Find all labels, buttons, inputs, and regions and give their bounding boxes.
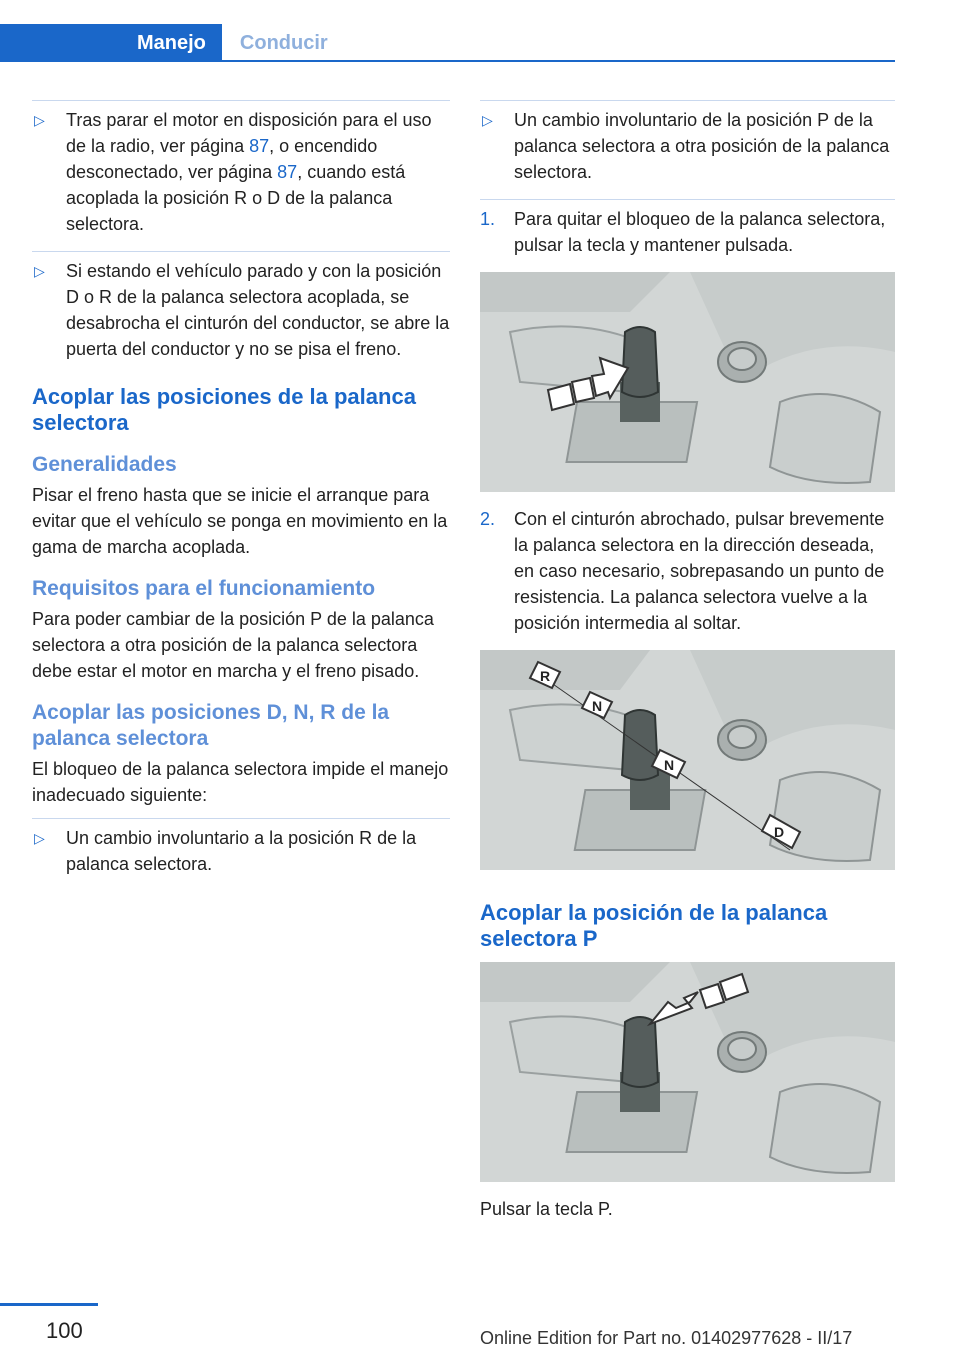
bullet-triangle-icon: ▷ bbox=[34, 263, 45, 279]
list-item-text: Un cambio involuntario de la posición P de la palanca selectora a otra posición de la palanca selectora. bbox=[514, 110, 890, 182]
page-link[interactable]: 87 bbox=[277, 162, 298, 182]
step-number: 1. bbox=[480, 209, 496, 229]
right-column bbox=[480, 100, 895, 1222]
paragraph: Para poder cambiar de la posición P de la palanca selectora a otra posición de la palanca selectora debe estar el motor en marcha y el freno pisado. bbox=[32, 609, 434, 681]
step-item bbox=[480, 206, 895, 258]
footer-line bbox=[0, 1303, 98, 1306]
tab-manejo[interactable]: Manejo bbox=[0, 24, 222, 62]
bullet-triangle-icon: ▷ bbox=[34, 112, 45, 128]
divider bbox=[32, 251, 450, 252]
page-number: 100 bbox=[46, 1318, 83, 1343]
tab-conducir[interactable]: Conducir bbox=[239, 32, 328, 54]
step-text: Para quitar el bloqueo de la palanca selectora, pulsar la tecla y mantener pulsada. bbox=[514, 209, 886, 255]
selector-lever-illustration bbox=[480, 272, 895, 492]
list-item bbox=[480, 107, 895, 185]
direction-label: N bbox=[592, 698, 603, 714]
subheading-generalidades: Generalidades bbox=[32, 453, 177, 476]
left-column bbox=[32, 100, 450, 891]
paragraph: Pisar el freno hasta que se inicie el arranque para evitar que el vehículo se ponga en movimiento en la gama de marcha acoplada. bbox=[32, 485, 448, 557]
subheading-requisitos: Requisitos para el funcionamiento bbox=[32, 577, 376, 600]
divider bbox=[32, 818, 450, 819]
direction-label: R bbox=[540, 668, 551, 684]
selector-lever-illustration bbox=[480, 650, 895, 870]
edition-note: Online Edition for Part no. 01402977628 - II/17 bbox=[480, 1328, 853, 1348]
list-item-text: Un cambio involuntario a la posición R de la palanca selectora. bbox=[66, 828, 417, 874]
list-item-text: , cuando está acoplada la posición R o D de la palanca selectora. bbox=[66, 162, 406, 234]
figure-selector-lever-unlock bbox=[480, 272, 895, 492]
paragraph: El bloqueo de la palanca selectora impide el manejo inadecuado siguiente: bbox=[32, 759, 449, 805]
bullet-triangle-icon: ▷ bbox=[34, 830, 45, 846]
header-tabs bbox=[0, 24, 346, 62]
selector-lever-illustration bbox=[480, 962, 895, 1182]
figure-selector-lever-p-button bbox=[480, 962, 895, 1182]
list-item bbox=[32, 107, 450, 237]
direction-label: D bbox=[774, 824, 785, 840]
step-item bbox=[480, 506, 895, 636]
header-divider bbox=[0, 60, 895, 62]
subheading-dnr: Acoplar las posiciones D, N, R de la palanca selectora bbox=[32, 701, 390, 750]
step-number: 2. bbox=[480, 509, 496, 529]
figure-caption: Pulsar la tecla P. bbox=[480, 1199, 613, 1219]
list-item bbox=[32, 258, 450, 362]
divider bbox=[32, 100, 450, 101]
list-item-text: , o encendido desconectado, ver página bbox=[66, 136, 378, 182]
step-text: Con el cinturón abrochado, pulsar brevemente la palanca selectora en la dirección deseada, en caso necesario, sobrepasando un punto de resistencia. La palanca selectora vuelve a la posición intermedia al soltar. bbox=[514, 509, 885, 633]
section-heading: Acoplar la posición de la palanca selectora P bbox=[480, 900, 828, 951]
section-heading: Acoplar las posiciones de la palanca selectora bbox=[32, 384, 416, 435]
divider bbox=[480, 199, 895, 200]
list-item-text: Tras parar el motor en disposición para el uso de la radio, ver página bbox=[66, 110, 432, 156]
bullet-triangle-icon: ▷ bbox=[482, 112, 493, 128]
divider bbox=[480, 100, 895, 101]
direction-label: N bbox=[664, 757, 675, 773]
list-item-text: Si estando el vehículo parado y con la posición D o R de la palanca selectora acoplada, se desabrocha el cinturón del conductor, se abre la puerta del conductor y no se pisa el freno. bbox=[66, 261, 450, 359]
list-item bbox=[32, 825, 450, 877]
page-link[interactable]: 87 bbox=[249, 136, 270, 156]
figure-selector-lever-directions bbox=[480, 650, 895, 870]
